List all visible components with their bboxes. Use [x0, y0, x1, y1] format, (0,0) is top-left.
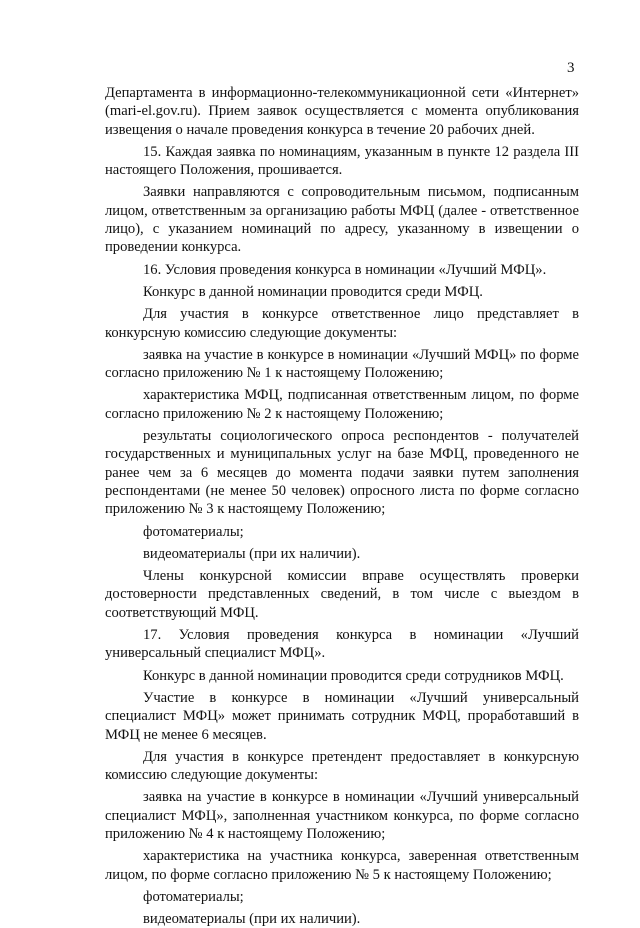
paragraph: заявка на участие в конкурсе в номинации «Лучший универсальный специалист МФЦ», заполненная участником конкурса, по форме согласно приложению № 4 к настоящему Положению; — [105, 789, 579, 842]
page-number: 3 — [567, 60, 575, 76]
paragraph: Конкурс в данной номинации проводится среди сотрудников МФЦ. — [143, 667, 564, 684]
paragraph: фотоматериалы; — [143, 523, 244, 540]
paragraph: Для участия в конкурсе ответственное лицо представляет в конкурсную комиссию следующие документы: — [105, 306, 579, 341]
paragraph: 16. Условия проведения конкурса в номинации «Лучший МФЦ». — [143, 261, 547, 278]
paragraph: видеоматериалы (при их наличии). — [143, 545, 361, 562]
paragraph: видеоматериалы (при их наличии). — [143, 911, 361, 928]
paragraph: Участие в конкурсе в номинации «Лучший универсальный специалист МФЦ» может принимать сотрудник МФЦ, проработавший в МФЦ не менее 6 месяцев. — [105, 689, 579, 743]
paragraph: Департамента в информационно-телекоммуникационной сети «Интернет» (mari-el.gov.ru). Прием заявок осуществляется с момента опубликования извещения о начале проведения конкурса в течение 20 рабочих дней. — [105, 85, 579, 138]
paragraph: характеристика на участника конкурса, заверенная ответственным лицом, по форме согласно приложению № 5 к настоящему Положению; — [105, 848, 579, 883]
paragraph: Заявки направляются с сопроводительным письмом, подписанным лицом, ответственным за организацию работы МФЦ (далее - ответственное лицо), с указанием номинаций по адресу, указанному в извещении о проведении конкурса. — [105, 184, 579, 256]
paragraph: характеристика МФЦ, подписанная ответственным лицом, по форме согласно приложению № 2 к настоящему Положению; — [105, 387, 579, 422]
paragraph: Конкурс в данной номинации проводится среди МФЦ. — [143, 283, 483, 300]
paragraph: 15. Каждая заявка по номинациям, указанным в пункте 12 раздела III настоящего Положения, прошивается. — [105, 143, 579, 179]
document-body — [105, 84, 579, 928]
paragraph: Для участия в конкурсе претендент предоставляет в конкурсную комиссию следующие документы: — [105, 748, 579, 784]
paragraph: заявка на участие в конкурсе в номинации «Лучший МФЦ» по форме согласно приложению № 1 к настоящему Положению; — [105, 346, 579, 382]
paragraph: Члены конкурсной комиссии вправе осуществлять проверки достоверности представленных сведений, в том числе с выездом в соответствующий МФЦ. — [105, 568, 579, 621]
paragraph: 17. Условия проведения конкурса в номинации «Лучший универсальный специалист МФЦ». — [105, 627, 579, 662]
paragraph: результаты социологического опроса респондентов - получателей государственных и муниципальных услуг на базе МФЦ, проведенного не ранее чем за 6 месяцев до момента подачи заявки путем заполнения респондентами (не менее 50 человек) опросного листа по форме согласно приложению № 3 к настоящему Положению; — [105, 428, 579, 518]
paragraph: фотоматериалы; — [143, 888, 244, 905]
